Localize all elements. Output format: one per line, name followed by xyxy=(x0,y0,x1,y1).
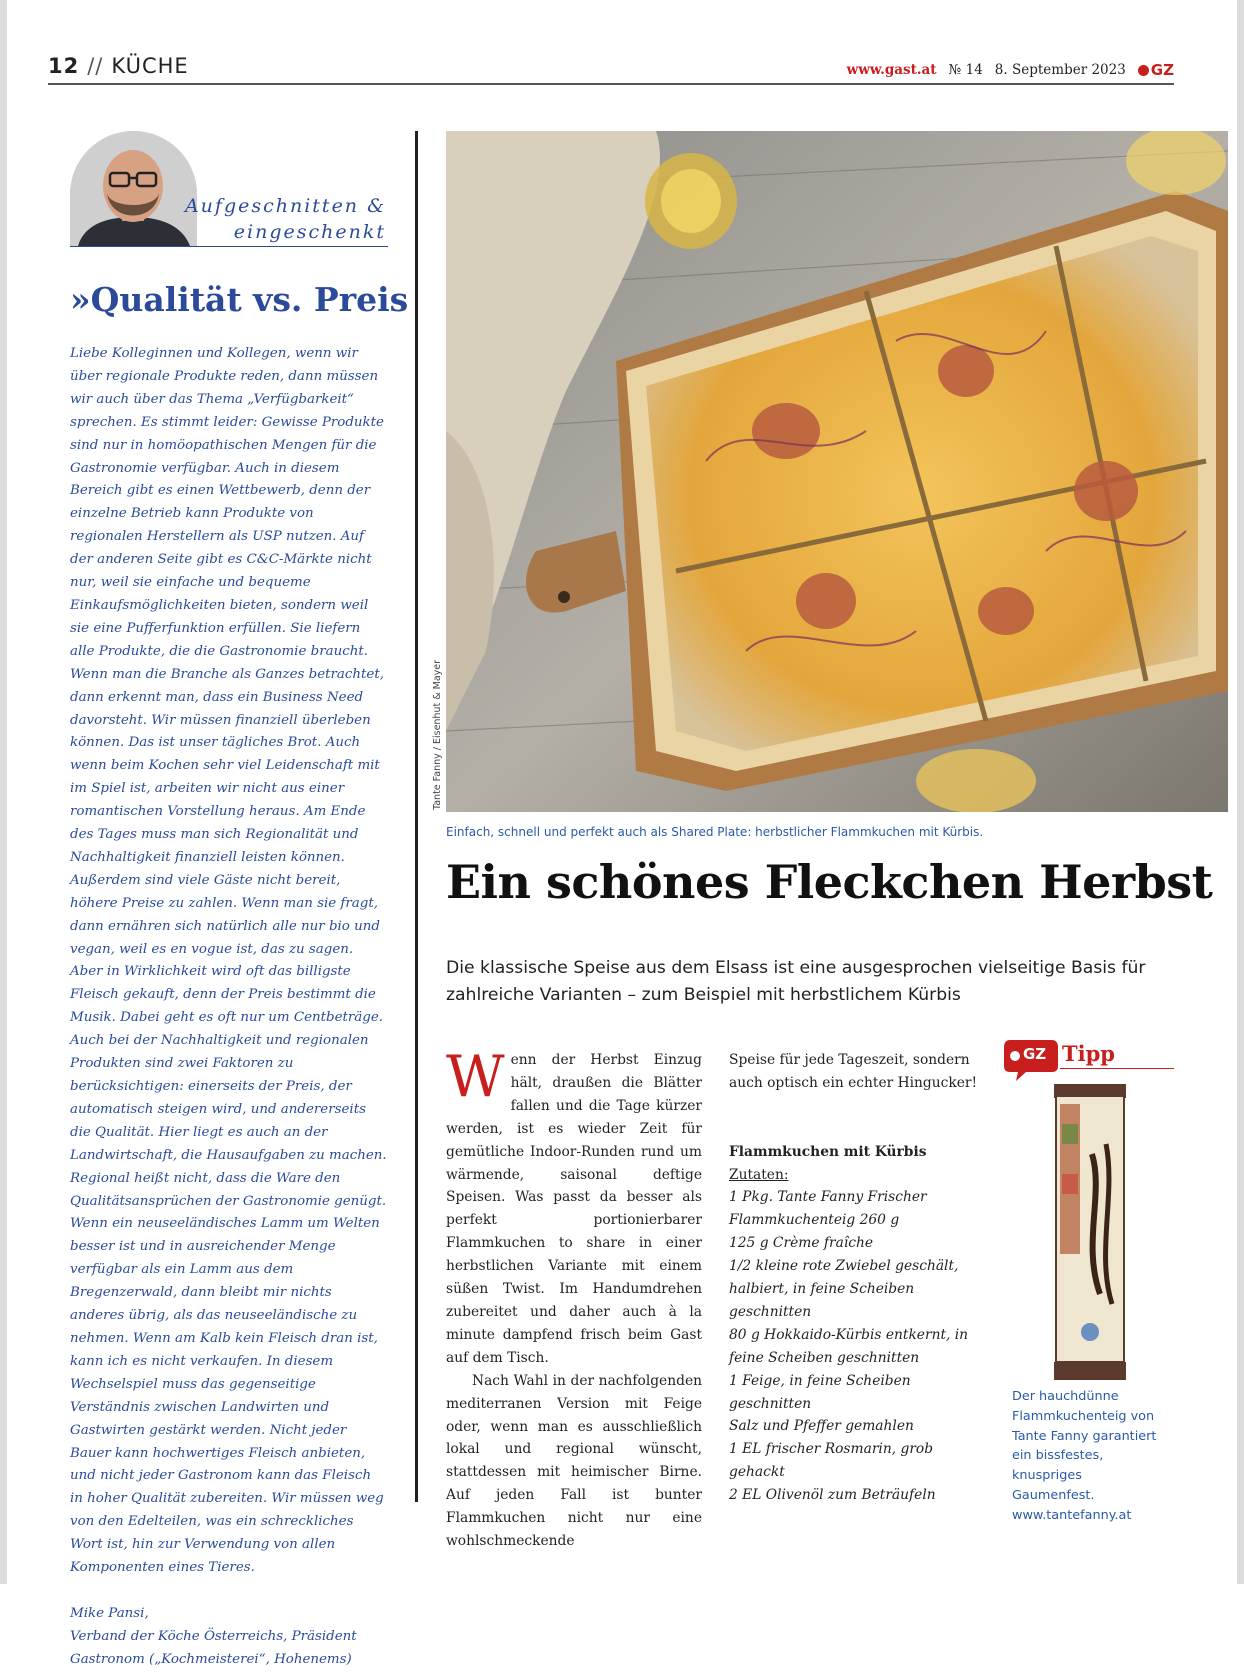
ingredient-item: 1 EL frischer Rosmarin, grob gehackt xyxy=(729,1441,934,1481)
column-divider xyxy=(415,131,418,1502)
tagline-line-2: eingeschenkt xyxy=(233,221,386,243)
recipe-subtitle: Zutaten: xyxy=(729,1166,789,1183)
page-header-left xyxy=(48,54,189,78)
signature-name: Mike Pansi, xyxy=(70,1605,149,1621)
column-title: »Qualität vs. Preis xyxy=(70,280,409,319)
header-rule xyxy=(48,83,1174,85)
ingredient-item: 80 g Hokkaido-Kürbis entkernt, in feine Scheiben geschnitten xyxy=(729,1326,969,1366)
header-separator: // xyxy=(87,54,104,78)
tipp-label: Tipp xyxy=(1062,1041,1115,1066)
tipp-caption-line: Gaumenfest. xyxy=(1012,1487,1095,1503)
article-paragraph: Speise für jede Tageszeit, sondern auch optisch ein echter Hingucker! xyxy=(729,1052,978,1091)
page-edge-right xyxy=(1237,0,1244,1584)
article-lead: Die klassische Speise aus dem Elsass ist eine ausgesprochen vielseitige Basis für zahlreiche Varianten – zum Beispiel mit herbstlichem Kürbis xyxy=(446,958,1146,1005)
tagline-rule xyxy=(70,246,388,247)
tipp-logo-text: GZ xyxy=(1023,1045,1047,1063)
tipp-caption-line: Tante Fanny garantiert xyxy=(1012,1428,1157,1444)
flammkuchen-image-icon xyxy=(446,131,1228,812)
article-paragraph: enn der Herbst Einzug hält, draußen die Blätter fallen und die Tage kürzer werden, ist es wieder Zeit für gemütliche Indoor-Runden rund um wärmende, saisonal deftige Speisen. Was passt da besser als perfekt portionierbarer Flammkuchen to share in einer herbstlichen Variante mit einem süßen Twist. Im Handumdrehen zubereitet und daher auch à la minute dampfend frisch beim Gast auf dem Tisch. xyxy=(446,1052,702,1366)
ingredient-item: 125 g Crème fraîche xyxy=(729,1235,874,1252)
tipp-caption-line: Flammkuchenteig von xyxy=(1012,1408,1155,1424)
page-header-right xyxy=(847,61,1174,79)
ingredient-item: 1 Pkg. Tante Fanny Frischer Flammkuchenteig 260 g xyxy=(729,1189,927,1229)
page-number: 12 xyxy=(48,54,80,78)
ingredient-item: Salz und Pfeffer gemahlen xyxy=(729,1418,914,1435)
flammkuchen-photo xyxy=(446,131,1228,812)
article-column-1 xyxy=(446,1044,702,1553)
issue-date: 8. September 2023 xyxy=(994,62,1126,78)
column-paragraph: Liebe Kolleginnen und Kollegen, wenn wir über regionale Produkte reden, dann müssen wir auch über das Thema „Verfügbarkeit“ sprechen. Es stimmt leider: Gewisse Produkte sind nur in homöopathischen Mengen für die Gastronomie verfügbar. Auch in diesem Bereich gibt es einen Wettbewerb, denn der einzelne Betrieb kann Produkte von regionalen Herstellern als USP nutzen. Auf der anderen Seite gibt es C&C-Märkte nicht nur, weil sie einfache und bequeme Einkaufsmöglichkeiten bieten, sondern weil sie eine Pufferfunktion erfüllen. Sie liefern alle Produkte, die die Gastronomie braucht. Wenn man die Branche als Ganzes betrachtet, dann erkennt man, dass ein Business Need davorsteht. Wir müssen finanziell überleben können. Das ist unser tägliches Brot. Auch wenn beim Kochen sehr viel Leidenschaft mit im Spiel ist, arbeiten wir nicht aus einer romantischen Vorstellung heraus. Am Ende des Tages muss man sich Regionalität und Nachhaltigkeit finanziell leisten können. xyxy=(70,346,384,865)
page-edge-left xyxy=(0,0,7,1584)
article-paragraph: Nach Wahl in der nachfolgenden mediterranen Version mit Feige oder, wenn man es ausschließlich lokal und regional wünscht, stattdessen mit heimischer Birne. Auf jeden Fall ist bunter Flammkuchen nicht nur eine wohlschmeckende xyxy=(446,1372,702,1550)
photo-caption: Einfach, schnell und perfekt auch als Shared Plate: herbstlicher Flammkuchen mit Kürbis. xyxy=(446,825,984,839)
gz-logo xyxy=(1138,61,1174,79)
tagline-line-1: Aufgeschnitten & xyxy=(184,195,386,217)
column-tagline xyxy=(185,193,386,245)
issue-number: № 14 xyxy=(948,62,983,78)
drop-cap: W xyxy=(446,1044,505,1110)
section-title: KÜCHE xyxy=(111,54,189,78)
column-body xyxy=(70,343,388,1672)
article-column-2 xyxy=(729,1049,986,1507)
column-paragraph: Außerdem sind viele Gäste nicht bereit, höhere Preise zu zahlen. Wenn man sie fragt, dann ernähren sich natürlich alle nur bio und vegan, weil es en vogue ist, das zu sagen. Aber in Wirklichkeit wird oft das billigste Fleisch gekauft, denn der Preis bestimmt die Musik. Dabei geht es oft nur um Centbeträge. Auch bei der Nachhaltigkeit und regionalen Produkten sind zwei Faktoren zu berücksichtigen: einerseits der Preis, der automatisch steigen wird, und andererseits die Qualität. Hier liegt es auch an der Landwirtschaft, die Hausaufgaben zu machen. Regional heißt nicht, dass die Ware den Qualitätsansprüchen der Gastronomie genügt. Wenn ein neuseeländisches Lamm um Welten besser ist und in ausreichender Menge verfügbar als ein Lamm aus dem Bregenzerwald, dann bleibt mir nichts anderes übrig, als das neuseeländische zu nehmen. Wenn am Kalb kein Fleisch dran ist, kann ich es nicht verkaufen. In diesem Wechselspiel muss das gegenseitige Verständnis zwischen Landwirten und Gastwirten gestärkt werden. Nicht jeder Bauer kann hochwertiges Fleisch anbieten, und nicht jeder Gastronom kann das Fleisch in hoher Qualität zubereiten. Wir müssen weg von den Edelteilen, was ein schreckliches Wort ist, hin zur Verwendung von allen Komponenten eines Tieres. xyxy=(70,872,387,1576)
signature-org: Gastronom („Kochmeisterei“, Hohenems) xyxy=(70,1651,352,1667)
author-avatar xyxy=(70,131,197,246)
photo-credit: Tante Fanny / Eisenhut & Mayer xyxy=(432,659,443,810)
author-portrait-icon xyxy=(70,131,197,246)
tipp-caption-line: ein bissfestes, knuspriges xyxy=(1012,1448,1104,1484)
ingredient-item: 1 Feige, in feine Scheiben geschnitten xyxy=(729,1372,911,1412)
ingredient-list xyxy=(729,1186,986,1507)
signature-role: Verband der Köche Österreichs, Präsident xyxy=(70,1628,357,1644)
tipp-caption xyxy=(1012,1387,1172,1526)
tantefanny-link[interactable]: www.tantefanny.at xyxy=(1012,1507,1132,1523)
ingredient-item: 1/2 kleine rote Zwiebel geschält, halbiert, in feine Scheiben geschnitten xyxy=(729,1258,959,1320)
ingredient-item: 2 EL Olivenöl zum Beträufeln xyxy=(729,1487,936,1504)
website-link[interactable]: www.gast.at xyxy=(846,62,937,78)
tipp-caption-line: Der hauchdünne xyxy=(1012,1389,1119,1404)
logo-dot-icon xyxy=(1138,65,1149,76)
flammkuchenteig-package-icon xyxy=(1052,1084,1128,1380)
recipe-title: Flammkuchen mit Kürbis xyxy=(729,1143,927,1160)
product-package xyxy=(1052,1084,1128,1380)
article-headline: Ein schönes Fleckchen Herbst xyxy=(446,855,1213,909)
tipp-rule xyxy=(1060,1068,1174,1069)
logo-text: GZ xyxy=(1150,61,1174,79)
